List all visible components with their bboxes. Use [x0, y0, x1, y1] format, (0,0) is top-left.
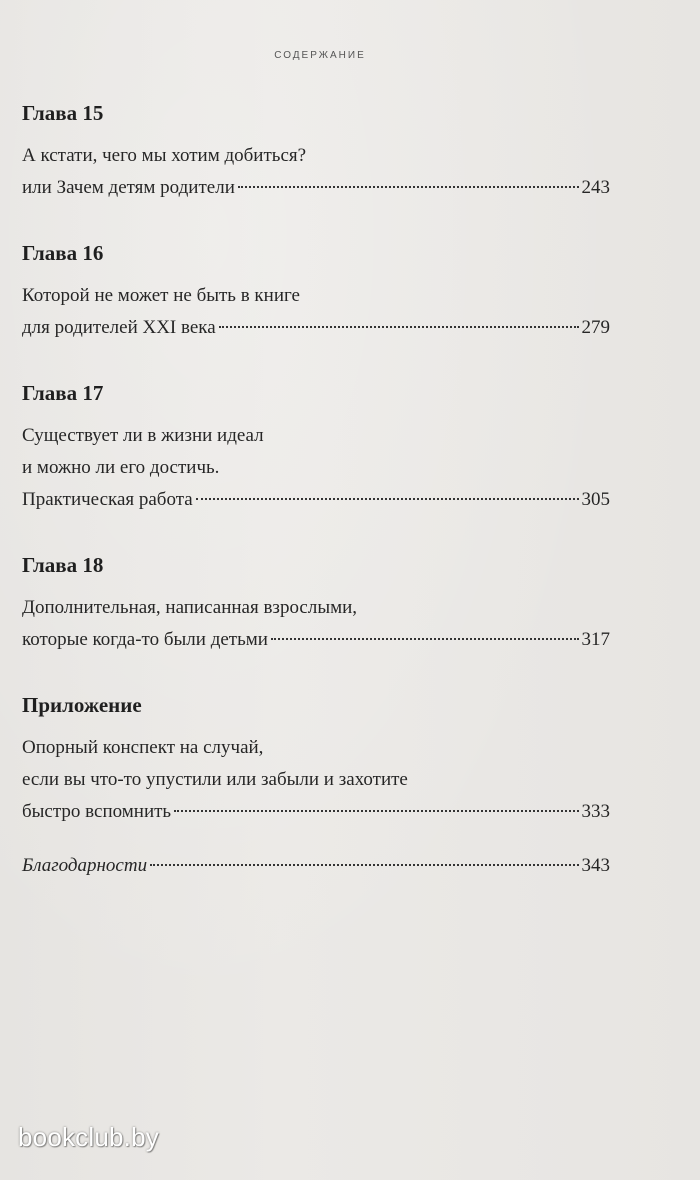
dot-leader	[196, 498, 579, 500]
entry-line: А кстати, чего мы хотим добиться?	[22, 145, 307, 166]
toc-appendix	[22, 690, 610, 828]
entry-line: и можно ли его достичь.	[22, 457, 220, 478]
dot-leader	[271, 638, 579, 640]
page-number: 279	[581, 317, 610, 338]
entry-line: Благодарности	[22, 855, 148, 876]
toc-entry-row	[22, 484, 610, 516]
entry-line: Которой не может не быть в книге	[22, 285, 300, 306]
entry-line: Практическая работа	[22, 489, 193, 510]
page-number: 333	[581, 801, 610, 822]
toc-acknowledgements	[22, 850, 610, 882]
page-number: 243	[581, 177, 610, 198]
chapter-title: Приложение	[22, 693, 142, 717]
table-of-contents	[22, 98, 610, 882]
toc-chapter-17	[22, 378, 610, 516]
toc-entry-row	[22, 624, 610, 656]
page-number: 305	[581, 489, 610, 510]
toc-chapter-16	[22, 238, 610, 344]
running-head: СОДЕРЖАНИЕ	[274, 50, 366, 61]
page-number: 317	[581, 629, 610, 650]
chapter-title: Глава 15	[22, 101, 104, 125]
chapter-title: Глава 18	[22, 553, 104, 577]
toc-chapter-15	[22, 98, 610, 204]
entry-line: быстро вспомнить	[22, 801, 172, 822]
toc-chapter-18	[22, 550, 610, 656]
entry-line: Существует ли в жизни идеал	[22, 425, 264, 446]
watermark-text: bookclub.by	[18, 1122, 159, 1152]
toc-entry-row	[22, 312, 610, 344]
entry-line: Опорный конспект на случай,	[22, 737, 264, 758]
page-number: 343	[581, 855, 610, 876]
chapter-title: Глава 17	[22, 381, 104, 405]
chapter-title: Глава 16	[22, 241, 104, 265]
dot-leader	[219, 326, 579, 328]
entry-line: или Зачем детям родители	[22, 177, 235, 198]
dot-leader	[150, 864, 578, 866]
entry-line: которые когда-то были детьми	[22, 629, 268, 650]
entry-line: Дополнительная, написанная взрослыми,	[22, 597, 358, 618]
entry-line: для родителей XXI века	[22, 317, 216, 338]
dot-leader	[174, 810, 578, 812]
toc-entry-row	[22, 796, 610, 828]
entry-line: если вы что-то упустили или забыли и захотите	[22, 769, 408, 790]
dot-leader	[238, 186, 579, 188]
toc-entry-row	[22, 172, 610, 204]
